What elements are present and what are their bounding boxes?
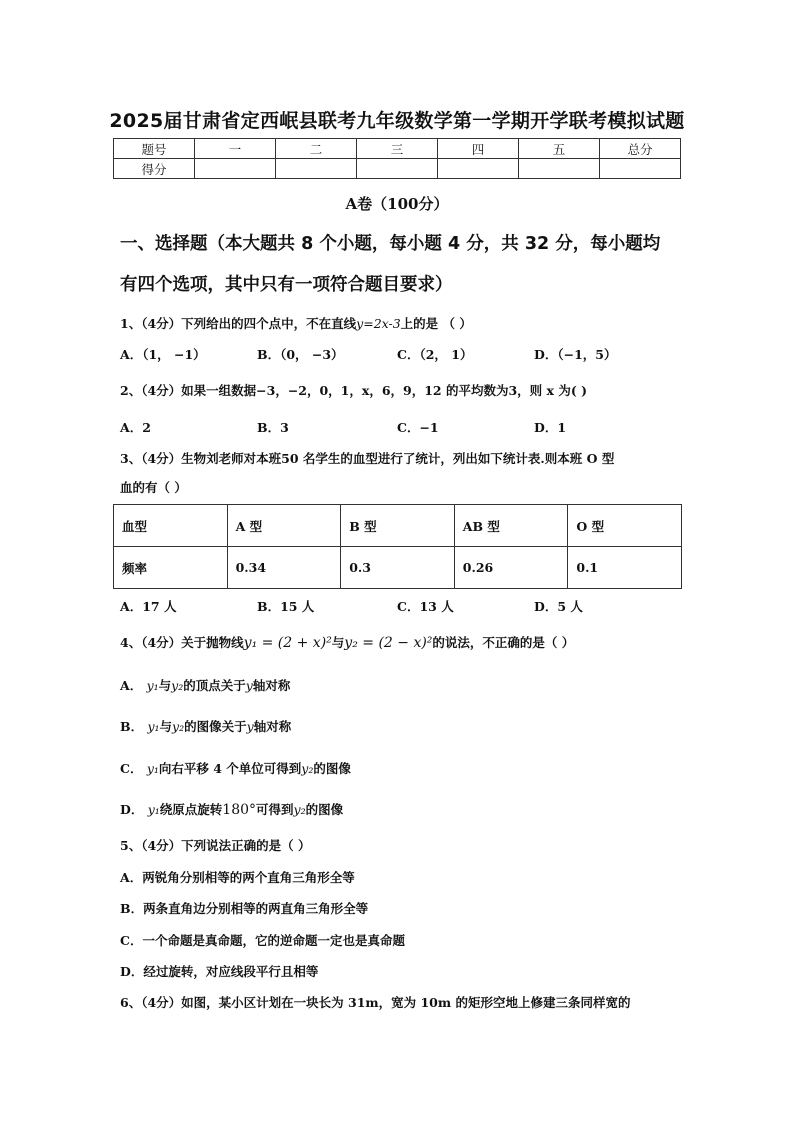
blood-data-cell: 频率 bbox=[114, 547, 228, 589]
blood-data-cell: 0.1 bbox=[568, 547, 682, 589]
score-header-cell: 二 bbox=[276, 139, 357, 159]
q3-option-c[interactable]: C．13 人 bbox=[397, 599, 454, 614]
blood-data-cell: 0.34 bbox=[227, 547, 341, 589]
blood-table-data-row bbox=[114, 547, 682, 589]
q1-stem-a: 1、（4分）下列给出的四个点中，不在直线 bbox=[120, 316, 357, 331]
q4-option-c-label: C． bbox=[120, 761, 143, 776]
q3-option-d[interactable]: D．5 人 bbox=[534, 599, 583, 614]
q4-option-d[interactable] bbox=[120, 800, 680, 818]
q5-option-a[interactable]: A．两锐角分别相等的两个直角三角形全等 bbox=[120, 870, 355, 885]
q4-option-b[interactable] bbox=[120, 717, 680, 735]
q4-option-b-y2: y₂ bbox=[172, 719, 185, 734]
question-2: 2、（4分）如果一组数据−3，−2，0，1，x，6，9，12 的平均数为3，则 x 为( ) bbox=[120, 383, 588, 398]
q4-option-a-y: y bbox=[245, 678, 253, 693]
blood-header-cell: 血型 bbox=[114, 505, 228, 547]
score-table-header-row bbox=[114, 139, 681, 159]
q4-option-d-mid2: 可得到 bbox=[256, 802, 294, 817]
q3-option-b[interactable]: B．15 人 bbox=[257, 599, 315, 614]
q4-option-b-tail: 的图像关于 bbox=[184, 719, 247, 734]
blood-header-cell: B 型 bbox=[341, 505, 455, 547]
q1-option-c[interactable]: C．（2， 1） bbox=[397, 347, 473, 362]
blood-table-header-row bbox=[114, 505, 682, 547]
q2-option-c[interactable]: C．−1 bbox=[397, 420, 439, 435]
q4-option-c-y1: y₁ bbox=[146, 761, 159, 776]
q4-option-c-y2: y₂ bbox=[301, 761, 314, 776]
q4-option-b-y: y bbox=[246, 719, 254, 734]
q4-option-b-y1: y₁ bbox=[147, 719, 160, 734]
q4-stem-b: 的说法，不正确的是（ ） bbox=[432, 635, 575, 650]
part1-heading-line2: 有四个选项，其中只有一项符合题目要求） bbox=[120, 275, 453, 295]
q4-option-c[interactable] bbox=[120, 759, 680, 777]
q4-stem-a: 4、（4分）关于抛物线 bbox=[120, 635, 244, 650]
score-header-cell: 五 bbox=[519, 139, 600, 159]
q4-option-d-y2: y₂ bbox=[293, 802, 306, 817]
q4-option-a-tail: 的顶点关于 bbox=[183, 678, 246, 693]
score-header-cell: 四 bbox=[438, 139, 519, 159]
blood-type-table bbox=[113, 504, 682, 589]
q1-option-a[interactable]: A．（1， −1） bbox=[120, 347, 206, 362]
score-row-label: 得分 bbox=[114, 159, 195, 179]
q4-option-a-mid: 与 bbox=[158, 678, 172, 693]
q4-option-b-end: 轴对称 bbox=[253, 719, 292, 734]
score-entry-cell[interactable] bbox=[276, 159, 357, 179]
question-5: 5、（4分）下列说法正确的是（ ） bbox=[120, 838, 311, 853]
q1-equation: y=2x-3 bbox=[356, 316, 401, 331]
q1-option-b[interactable]: B．（0， −3） bbox=[257, 347, 344, 362]
q4-option-b-label: B． bbox=[120, 719, 144, 734]
score-table-score-row bbox=[114, 159, 681, 179]
q4-option-b-mid: 与 bbox=[159, 719, 173, 734]
q4-option-c-mid: 向右平移 4 个单位可得到 bbox=[158, 761, 302, 776]
blood-header-cell: A 型 bbox=[227, 505, 341, 547]
score-entry-cell[interactable] bbox=[600, 159, 681, 179]
q4-equation-2: y₂ = (2 − x)² bbox=[344, 635, 433, 651]
question-3-line2: 血的有（ ） bbox=[120, 480, 187, 495]
q1-option-d[interactable]: D．（−1，5） bbox=[534, 347, 617, 362]
score-header-cell: 三 bbox=[357, 139, 438, 159]
score-table bbox=[113, 138, 681, 179]
score-entry-cell[interactable] bbox=[519, 159, 600, 179]
q4-option-a[interactable] bbox=[120, 676, 680, 694]
blood-header-cell: AB 型 bbox=[454, 505, 568, 547]
q3-option-a[interactable]: A．17 人 bbox=[120, 599, 177, 614]
score-header-cell: 题号 bbox=[114, 139, 195, 159]
question-6: 6、（4分）如图，某小区计划在一块长为 31m，宽为 10m 的矩形空地上修建三条同样宽的 bbox=[120, 995, 631, 1010]
q5-option-d[interactable]: D．经过旋转，对应线段平行且相等 bbox=[120, 964, 319, 979]
blood-header-cell: O 型 bbox=[568, 505, 682, 547]
q4-option-d-label: D． bbox=[120, 802, 144, 817]
q4-option-d-degree: 180° bbox=[222, 802, 257, 818]
question-4 bbox=[120, 633, 680, 651]
q2-option-d[interactable]: D．1 bbox=[534, 420, 567, 435]
blood-data-cell: 0.26 bbox=[454, 547, 568, 589]
question-1 bbox=[120, 314, 680, 332]
blood-data-cell: 0.3 bbox=[341, 547, 455, 589]
part1-heading-line1: 一、选择题（本大题共 8 个小题，每小题 4 分，共 32 分，每小题均 bbox=[120, 234, 661, 254]
q4-option-a-end: 轴对称 bbox=[252, 678, 291, 693]
q4-option-a-label: A． bbox=[120, 678, 143, 693]
q4-option-c-end: 的图像 bbox=[313, 761, 351, 776]
q4-equation-1: y₁ = (2 + x)² bbox=[243, 635, 332, 651]
score-entry-cell[interactable] bbox=[195, 159, 276, 179]
q4-option-d-end: 的图像 bbox=[305, 802, 344, 817]
score-entry-cell[interactable] bbox=[438, 159, 519, 179]
q5-option-c[interactable]: C．一个命题是真命题，它的逆命题一定也是真命题 bbox=[120, 933, 405, 948]
section-a-heading: A卷（100分） bbox=[345, 195, 449, 213]
q4-option-d-mid: 绕原点旋转 bbox=[159, 802, 223, 817]
q2-option-a[interactable]: A．2 bbox=[120, 420, 151, 435]
exam-title: 2025届甘肃省定西岷县联考九年级数学第一学期开学联考模拟试题 bbox=[109, 110, 685, 132]
score-header-cell: 一 bbox=[195, 139, 276, 159]
score-entry-cell[interactable] bbox=[357, 159, 438, 179]
q1-stem-b: 上的是 （ ） bbox=[400, 316, 472, 331]
q5-option-b[interactable]: B．两条直角边分别相等的两直角三角形全等 bbox=[120, 901, 369, 916]
q4-option-a-y2: y₂ bbox=[171, 678, 184, 693]
q4-option-d-y1: y₁ bbox=[147, 802, 160, 817]
q2-option-b[interactable]: B．3 bbox=[257, 420, 289, 435]
q4-option-a-y1: y₁ bbox=[146, 678, 159, 693]
question-3-line1: 3、（4分）生物刘老师对本班50 名学生的血型进行了统计，列出如下统计表.则本班 O 型 bbox=[120, 451, 615, 466]
q4-stem-mid: 与 bbox=[331, 635, 345, 650]
score-header-cell: 总分 bbox=[600, 139, 681, 159]
